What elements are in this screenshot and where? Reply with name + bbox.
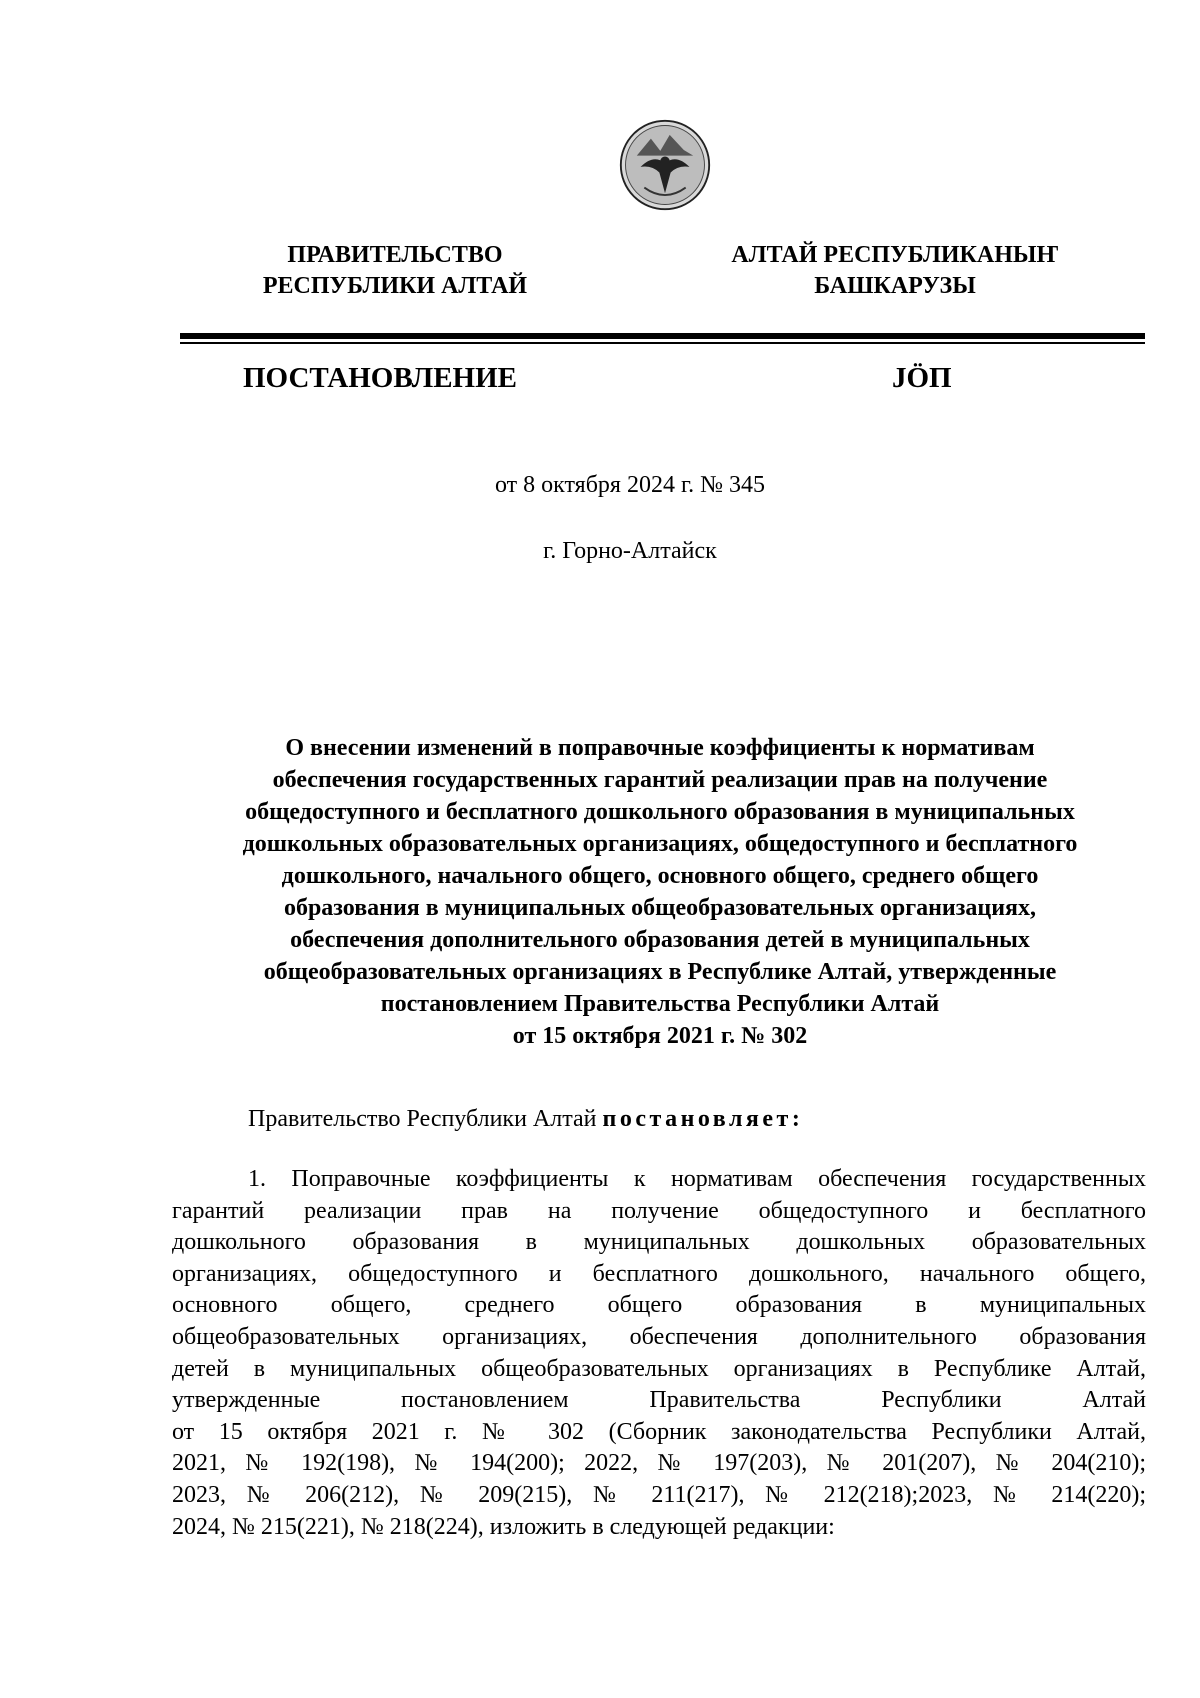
body-line: 2024, № 215(221), № 218(224), изложить в следующей редакции: [172, 1513, 835, 1540]
body-paragraph-1 [172, 1164, 1146, 1543]
org-name-russian-line-1: ПРАВИТЕЛЬСТВО [287, 242, 503, 268]
body-line: основного общего, среднего общего образования в муниципальных [172, 1292, 1146, 1319]
body-line: детей в муниципальных общеобразовательных организациях в Республике Алтай, [172, 1355, 1146, 1382]
body-line: утвержденные постановлением Правительства Республики Алтай [172, 1387, 1146, 1414]
title-line: от 15 октября 2021 г. № 302 [512, 1023, 808, 1049]
body-line: организациях, общедоступного и бесплатного дошкольного, начального общего, [172, 1260, 1146, 1287]
body-line: общеобразовательных организациях, обеспечения дополнительного образования [172, 1323, 1146, 1350]
document-title [170, 732, 1150, 1052]
doctype-russian: ПОСТАНОВЛЕНИЕ [243, 362, 518, 394]
title-line: обеспечения государственных гарантий реализации прав на получение [272, 767, 1048, 793]
preamble [248, 1104, 803, 1134]
document-city: г. Горно-Алтайск [543, 538, 717, 564]
document-date-number: от 8 октября 2024 г. № 345 [494, 472, 765, 498]
preamble-text: Правительство Республики Алтай [248, 1106, 603, 1132]
body-line: 1. Поправочные коэффициенты к нормативам обеспечения государственных [248, 1166, 1146, 1192]
body-line: 2021, № 192(198), № 194(200); 2022, № 197(203), № 201(207), № 204(210); [172, 1450, 1146, 1477]
body-line: 2023, № 206(212), № 209(215), № 211(217), № 212(218);2023, № 214(220); [172, 1481, 1146, 1508]
body-line: гарантий реализации прав на получение общедоступного и бесплатного [172, 1197, 1146, 1224]
title-line: О внесении изменений в поправочные коэффициенты к нормативам [285, 735, 1035, 761]
coat-of-arms-emblem [618, 118, 712, 212]
title-line: общедоступного и бесплатного дошкольного образования в муниципальных [245, 799, 1075, 825]
org-name-altai-line-1: АЛТАЙ РЕСПУБЛИКАНЫҤ [731, 242, 1059, 268]
org-name-altai [720, 240, 1070, 302]
title-line: дошкольных образовательных организациях, общедоступного и бесплатного [242, 831, 1078, 857]
title-line: постановлением Правительства Республики Алтай [380, 991, 940, 1017]
org-name-russian [215, 240, 575, 302]
title-line: обеспечения дополнительного образования детей в муниципальных [290, 927, 1030, 953]
org-name-russian-line-2: РЕСПУБЛИКИ АЛТАЙ [262, 273, 528, 299]
title-line: дошкольного, начального общего, основного общего, среднего общего [281, 863, 1039, 889]
title-line: общеобразовательных организациях в Республике Алтай, утвержденные [263, 959, 1057, 985]
header-divider-thick [180, 333, 1145, 339]
title-line: образования в муниципальных общеобразовательных организациях, [283, 895, 1037, 921]
body-line: от 15 октября 2021 г. № 302 (Сборник законодательства Республики Алтай, [172, 1418, 1146, 1445]
body-line: дошкольного образования в муниципальных дошкольных образовательных [172, 1229, 1146, 1256]
preamble-emphasis: постановляет: [602, 1106, 804, 1132]
org-name-altai-line-2: БАШКАРУЗЫ [814, 273, 976, 299]
doctype-altai: JӦП [892, 362, 952, 394]
header-divider-thin [180, 342, 1145, 344]
